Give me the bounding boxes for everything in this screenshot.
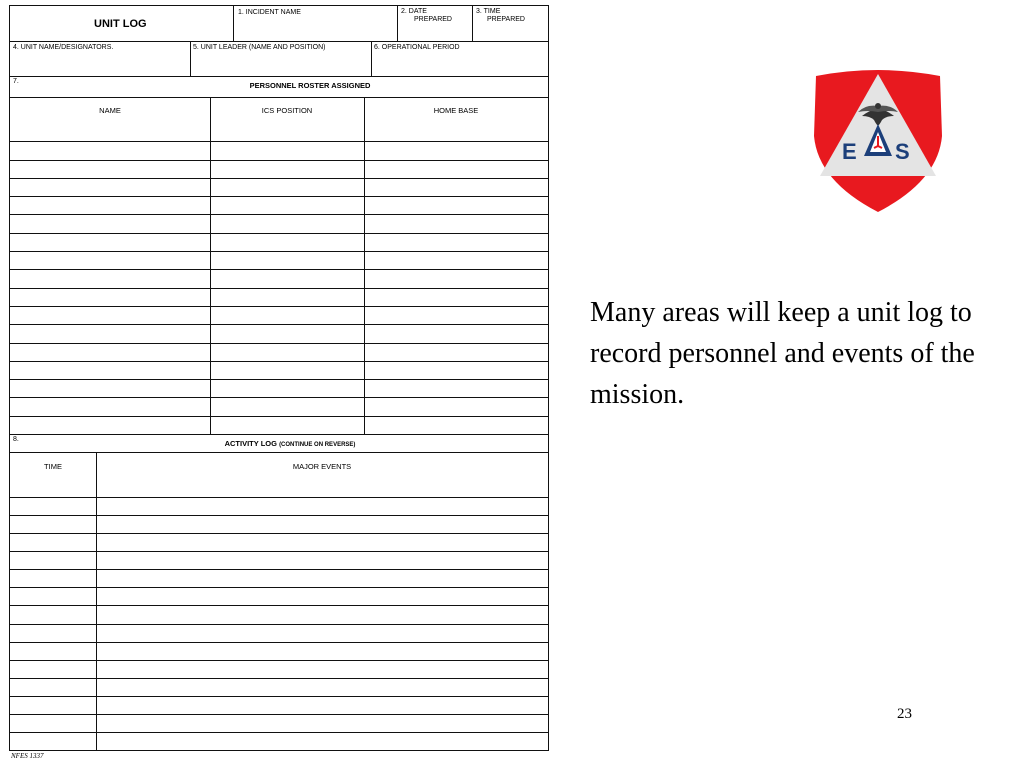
ruled-line <box>10 551 548 552</box>
svg-text:E: E <box>842 139 857 164</box>
ruled-line <box>10 642 548 643</box>
incident-name-label: 1. INCIDENT NAME <box>238 9 301 16</box>
activity-number: 8. <box>13 436 19 443</box>
ruled-line <box>10 324 548 325</box>
time-prepared-label: 3. TIME <box>476 8 501 15</box>
ruled-line <box>10 587 548 588</box>
form-title: UNIT LOG <box>94 18 147 30</box>
ruled-line <box>10 678 548 679</box>
ruled-line <box>10 515 548 516</box>
ruled-line <box>10 605 548 606</box>
time-prepared-label-2: PREPARED <box>487 16 525 23</box>
ruled-line <box>10 497 548 498</box>
ruled-line <box>10 251 548 252</box>
ruled-line <box>10 343 548 344</box>
activity-col-time: TIME <box>44 462 62 471</box>
roster-col-name: NAME <box>99 106 121 115</box>
date-prepared-label-2: PREPARED <box>414 16 452 23</box>
roster-col-ics-position: ICS POSITION <box>261 106 313 115</box>
ruled-line <box>10 569 548 570</box>
ruled-line <box>10 306 548 307</box>
roster-number: 7. <box>13 78 19 85</box>
ruled-line <box>10 416 548 417</box>
activity-col-major-events: MAJOR EVENTS <box>292 462 352 471</box>
activity-heading <box>200 439 380 448</box>
ruled-line <box>10 214 548 215</box>
roster-col-home-base: HOME BASE <box>433 106 479 115</box>
unit-log-form <box>9 5 549 751</box>
ruled-line <box>10 141 548 142</box>
date-prepared-label: 2. DATE <box>401 8 427 15</box>
form-footer: NFES 1337 <box>11 752 44 760</box>
activity-heading-title: ACTIVITY LOG <box>224 439 277 448</box>
ruled-line <box>10 178 548 179</box>
ruled-line <box>10 233 548 234</box>
ruled-line <box>10 288 548 289</box>
activity-heading-note: (CONTINUE ON REVERSE) <box>279 442 356 448</box>
ruled-line <box>10 732 548 733</box>
ruled-line <box>10 379 548 380</box>
ruled-line <box>10 361 548 362</box>
ruled-line <box>10 714 548 715</box>
operational-period-label: 6. OPERATIONAL PERIOD <box>374 44 460 51</box>
svg-text:S: S <box>895 139 910 164</box>
ruled-line <box>10 196 548 197</box>
unit-name-label: 4. UNIT NAME/DESIGNATORS. <box>13 44 114 51</box>
ruled-line <box>10 160 548 161</box>
ruled-line <box>10 397 548 398</box>
ruled-line <box>10 696 548 697</box>
roster-heading: PERSONNEL ROSTER ASSIGNED <box>249 81 371 90</box>
ruled-line <box>10 533 548 534</box>
ruled-line <box>10 269 548 270</box>
ruled-line <box>10 660 548 661</box>
page-number: 23 <box>897 706 912 722</box>
es-badge-logo <box>808 66 948 214</box>
ruled-line <box>10 624 548 625</box>
slide-body-text: Many areas will keep a unit log to record personnel and events of the mission. <box>590 297 975 410</box>
unit-leader-label: 5. UNIT LEADER (NAME AND POSITION) <box>193 44 326 51</box>
